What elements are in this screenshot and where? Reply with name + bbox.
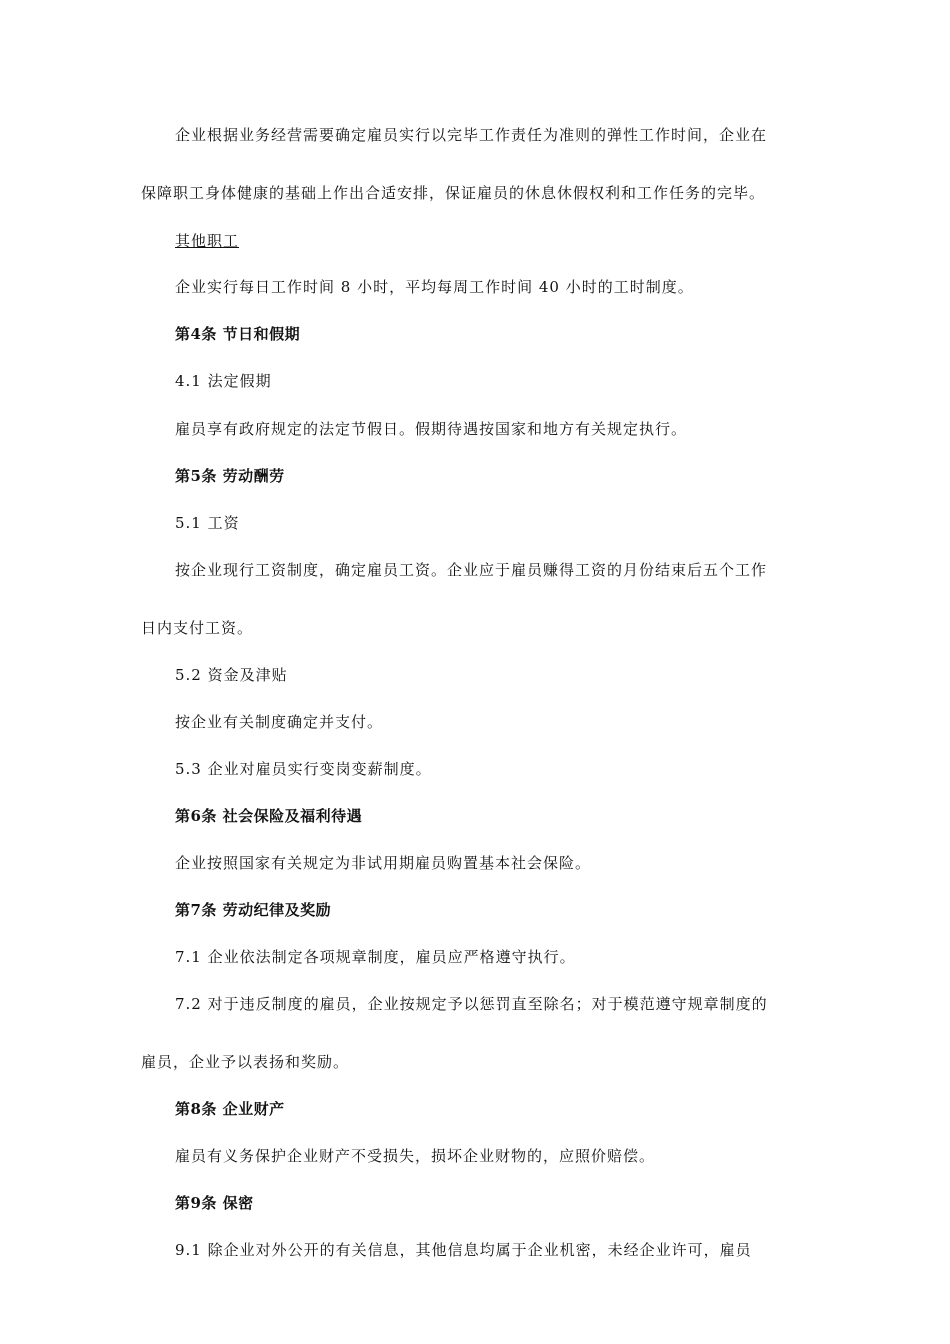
paragraph-line: 日内支付工资。 [141, 619, 254, 637]
paragraph-line: 按企业现行工资制度，确定雇员工资。企业应于雇员赚得工资的月份结束后五个工作 [175, 561, 768, 579]
article-heading: 第5条 劳动酬劳 [175, 467, 285, 485]
article-heading: 第8条 企业财产 [175, 1100, 285, 1118]
article-heading: 第9条 保密 [175, 1194, 254, 1212]
clause-line: 9.1 除企业对外公开的有关信息，其他信息均属于企业机密，未经企业许可，雇员 [175, 1241, 752, 1259]
clause-line: 7.2 对于违反制度的雇员，企业按规定予以惩罚直至除名；对于模范遵守规章制度的 [175, 995, 768, 1013]
article-heading: 第6条 社会保险及福利待遇 [175, 807, 363, 825]
clause-line: 7.1 企业依法制定各项规章制度，雇员应严格遵守执行。 [175, 948, 576, 966]
clause-heading: 5.2 资金及津贴 [175, 666, 288, 684]
clause-heading: 4.1 法定假期 [175, 372, 272, 390]
clause-line: 5.3 企业对雇员实行变岗变薪制度。 [175, 760, 432, 778]
article-heading: 第7条 劳动纪律及奖励 [175, 901, 332, 919]
subheading: 其他职工 [175, 232, 240, 250]
paragraph-line: 企业根据业务经营需要确定雇员实行以完毕工作责任为准则的弹性工作时间，企业在 [175, 126, 768, 144]
clause-heading: 5.1 工资 [175, 514, 240, 532]
paragraph-line: 按企业有关制度确定并支付。 [175, 713, 384, 731]
paragraph-line: 雇员享有政府规定的法定节假日。假期待遇按国家和地方有关规定执行。 [175, 420, 688, 438]
paragraph-line: 保障职工身体健康的基础上作出合适安排，保证雇员的休息休假权利和工作任务的完毕。 [141, 184, 766, 202]
article-heading: 第4条 节日和假期 [175, 325, 301, 343]
paragraph-line: 企业按照国家有关规定为非试用期雇员购置基本社会保险。 [175, 854, 592, 872]
paragraph-line: 企业实行每日工作时间 8 小时，平均每周工作时间 40 小时的工时制度。 [175, 278, 694, 296]
paragraph-line: 雇员，企业予以表扬和奖励。 [141, 1053, 350, 1071]
paragraph-line: 雇员有义务保护企业财产不受损失，损坏企业财物的，应照价赔偿。 [175, 1147, 656, 1165]
